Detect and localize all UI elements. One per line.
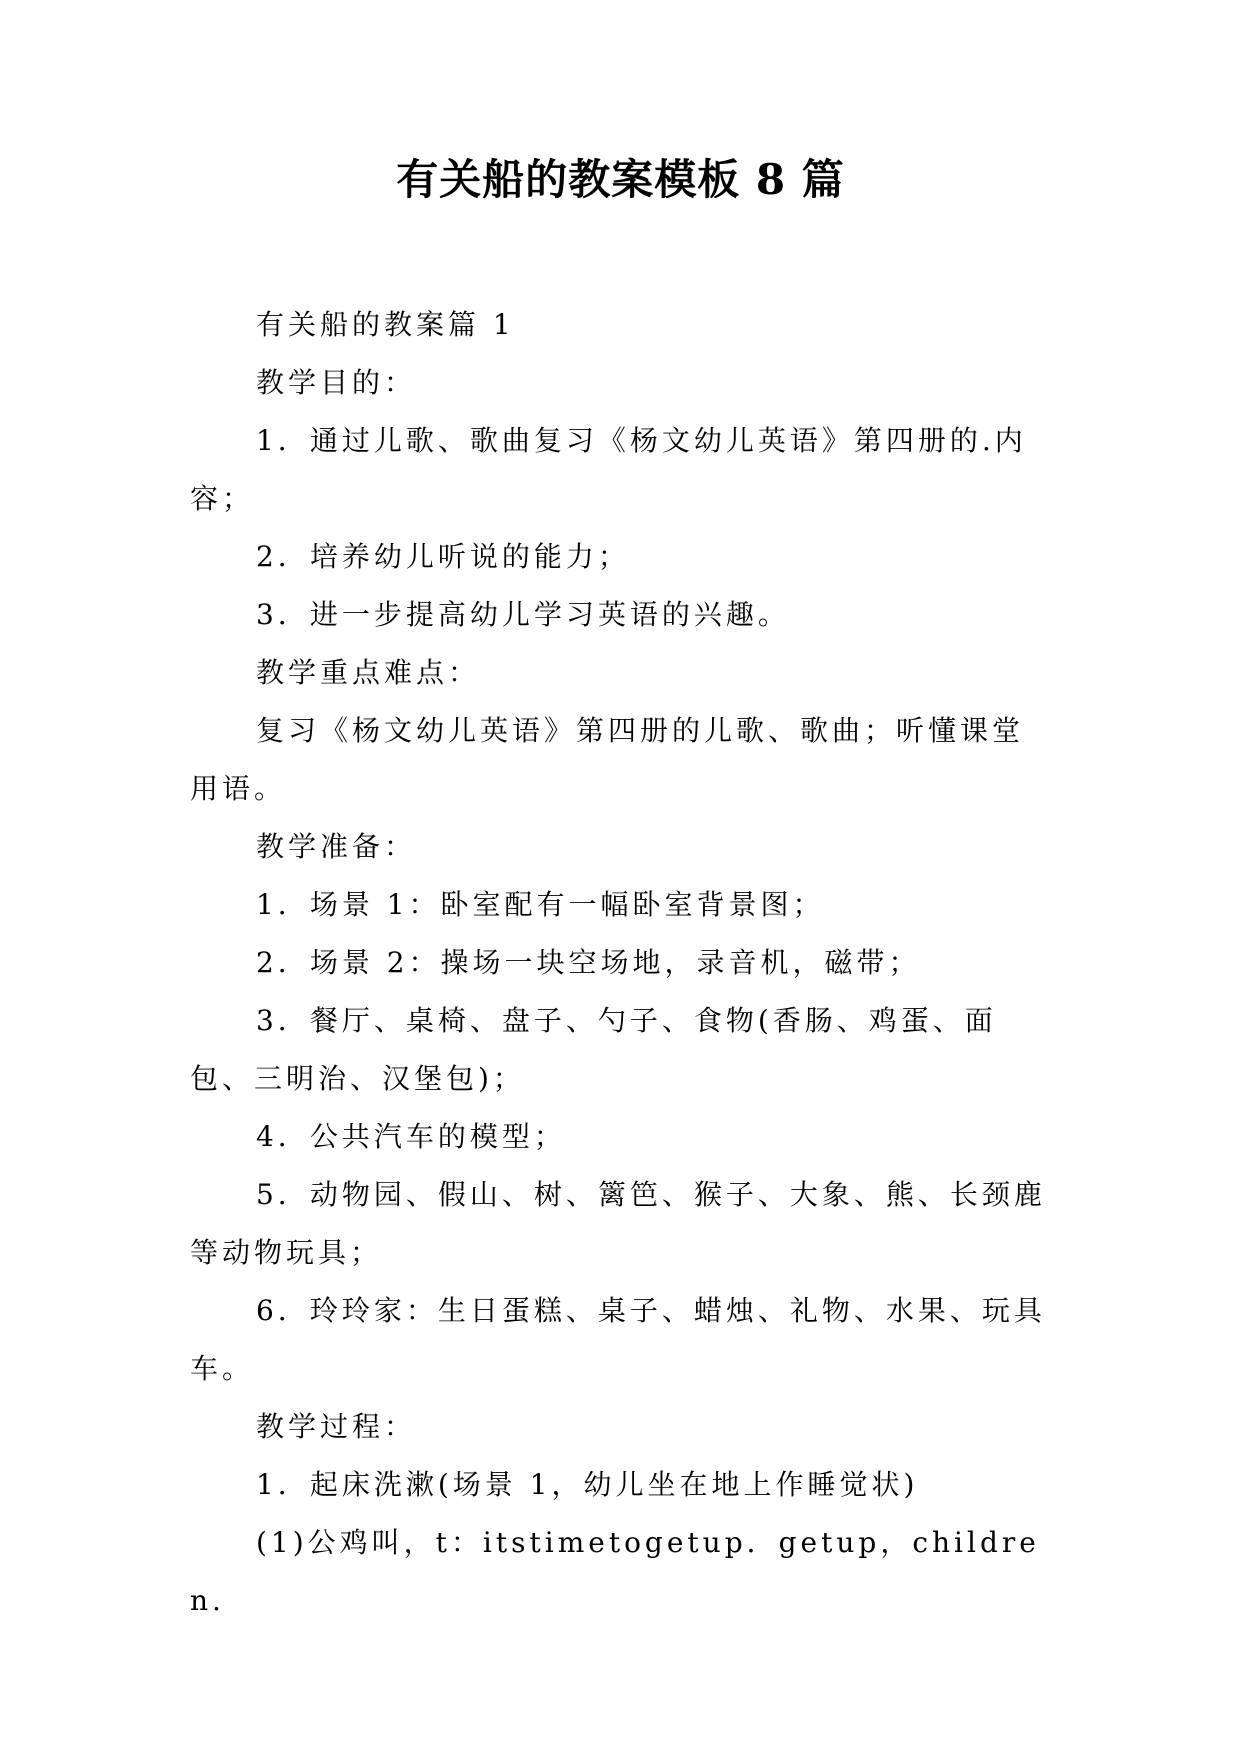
section-heading: 有关船的教案篇 1 [256, 308, 515, 341]
paragraph: 复习《杨文幼儿英语》第四册的儿歌、歌曲；听懂课堂用语。 [190, 714, 1025, 805]
paragraph: 2．场景 2：操场一块空场地，录音机，磁带； [256, 946, 921, 979]
document-title: 有关船的教案模板 8 篇 [396, 155, 845, 204]
paragraph: 4．公共汽车的模型； [256, 1120, 566, 1153]
paragraph: 2．培养幼儿听说的能力； [256, 540, 630, 573]
paragraph: 1．通过儿歌、歌曲复习《杨文幼儿英语》第四册的.内容； [190, 424, 1027, 515]
paragraph: 6．玲玲家：生日蛋糕、桌子、蜡烛、礼物、水果、玩具车。 [190, 1294, 1046, 1385]
paragraph: 教学过程： [256, 1410, 417, 1443]
document-body [190, 296, 1050, 1630]
paragraph: 教学重点难点： [256, 656, 481, 689]
paragraph: 3．进一步提高幼儿学习英语的兴趣。 [256, 598, 790, 631]
paragraph: (1)公鸡叫，t：itstimetogetup．getup，children. [190, 1526, 1040, 1617]
paragraph: 教学目的： [256, 366, 417, 399]
paragraph: 3．餐厅、桌椅、盘子、勺子、食物(香肠、鸡蛋、面包、三明治、汉堡包)； [190, 1004, 997, 1095]
paragraph: 5．动物园、假山、树、篱笆、猴子、大象、熊、长颈鹿等动物玩具； [190, 1178, 1046, 1269]
paragraph: 1．场景 1：卧室配有一幅卧室背景图； [256, 888, 825, 921]
paragraph: 1．起床洗漱(场景 1，幼儿坐在地上作睡觉状) [256, 1468, 919, 1501]
paragraph: 教学准备： [256, 830, 417, 863]
